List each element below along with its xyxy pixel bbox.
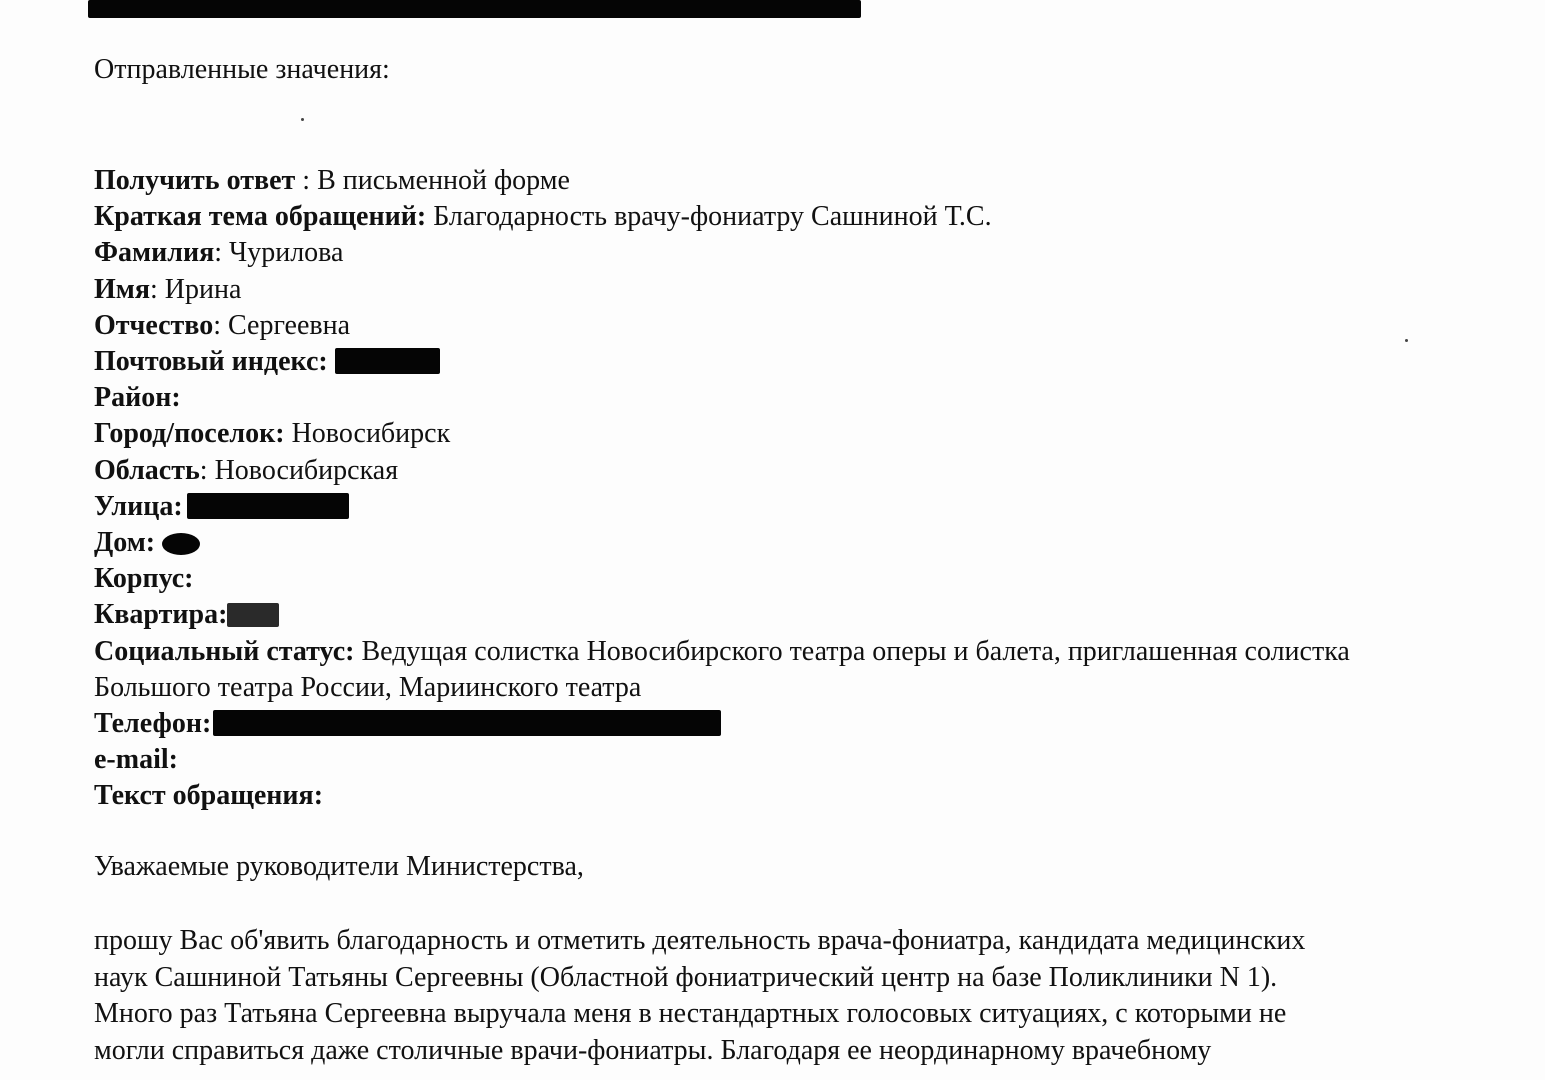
letter-line: прошу Вас об'явить благодарность и отметить деятельность врача-фониатра, кандидата медицинских [94, 925, 1306, 956]
field-label: e-mail: [94, 744, 178, 776]
field-value: Ведущая солистка Новосибирского театра оперы и балета, приглашенная солистка Большого театра России, Мариинского театра [94, 635, 1350, 703]
field-separator: : [214, 237, 230, 269]
field-email [94, 742, 1454, 778]
field-value: Благодарность врачу-фониатру Сашниной Т.С. [433, 201, 992, 233]
field-postal-code [94, 344, 1454, 380]
redaction-bar-phone [213, 710, 721, 736]
document-heading: Отправленные значения: [94, 54, 390, 85]
letter-line: могли справиться даже столичные врачи-фониатры. Благодаря ее неординарному врачебному [94, 1034, 1212, 1066]
field-separator: : [199, 454, 215, 486]
field-label: Область [94, 454, 200, 486]
redaction-bar-apartment [227, 603, 279, 627]
redaction-bar-postal-code [335, 348, 440, 374]
redaction-bar-top [88, 0, 861, 18]
scan-speck [301, 118, 304, 121]
field-house [94, 525, 1454, 561]
field-label: Телефон: [94, 708, 212, 740]
letter-line: Много раз Татьяна Сергеевна выручала меня в нестандартных голосовых ситуациях, с которыми не [94, 998, 1287, 1029]
field-city [94, 416, 1454, 452]
field-label: Текст обращения: [94, 780, 324, 812]
field-label: Улица: [94, 490, 183, 522]
field-value: Новосибирск [291, 418, 451, 450]
field-building [94, 561, 1454, 597]
field-message-text [94, 778, 1454, 814]
field-patronymic [94, 308, 1454, 344]
field-label: Город/поселок: [94, 418, 285, 450]
redaction-bar-street [187, 493, 349, 519]
field-surname [94, 235, 1454, 271]
field-value: Новосибирская [214, 454, 399, 486]
letter-line: наук Сашниной Татьяны Сергеевны (Областной фониатрический центр на базе Поликлиники N 1). [94, 961, 1278, 993]
field-value: В письменной форме [317, 165, 570, 196]
field-separator [285, 418, 292, 449]
field-response-method [94, 163, 1454, 199]
field-label: Корпус: [94, 563, 194, 595]
field-separator [328, 346, 335, 377]
field-label: Отчество [94, 309, 214, 341]
field-subject [94, 199, 1454, 235]
field-label: Дом: [94, 527, 156, 559]
field-value: Ирина [164, 273, 242, 305]
field-separator: : [295, 165, 318, 196]
letter-body [94, 923, 1464, 1069]
field-label: Почтовый индекс: [94, 346, 328, 378]
field-social-status [94, 634, 1394, 706]
field-separator [155, 527, 162, 558]
form-fields [94, 163, 1454, 815]
field-label: Имя [94, 273, 150, 305]
field-separator: : [213, 309, 228, 341]
field-value: Сергеевна [228, 309, 351, 341]
field-label: Получить ответ [94, 165, 296, 196]
field-separator: : [150, 273, 165, 305]
field-label: Социальный статус: [94, 635, 355, 667]
field-label: Краткая тема обращений: [94, 201, 427, 233]
field-region [94, 453, 1454, 489]
redaction-blot-house [162, 533, 200, 555]
field-district [94, 380, 1454, 416]
field-label: Фамилия [94, 237, 215, 269]
field-street [94, 489, 1454, 525]
field-phone [94, 706, 1454, 742]
field-value: Чурилова [229, 237, 344, 269]
field-label: Квартира: [94, 599, 228, 631]
field-apartment [94, 597, 1454, 633]
field-label: Район: [94, 382, 181, 414]
letter-greeting: Уважаемые руководители Министерства, [94, 851, 584, 882]
field-first-name [94, 272, 1454, 308]
